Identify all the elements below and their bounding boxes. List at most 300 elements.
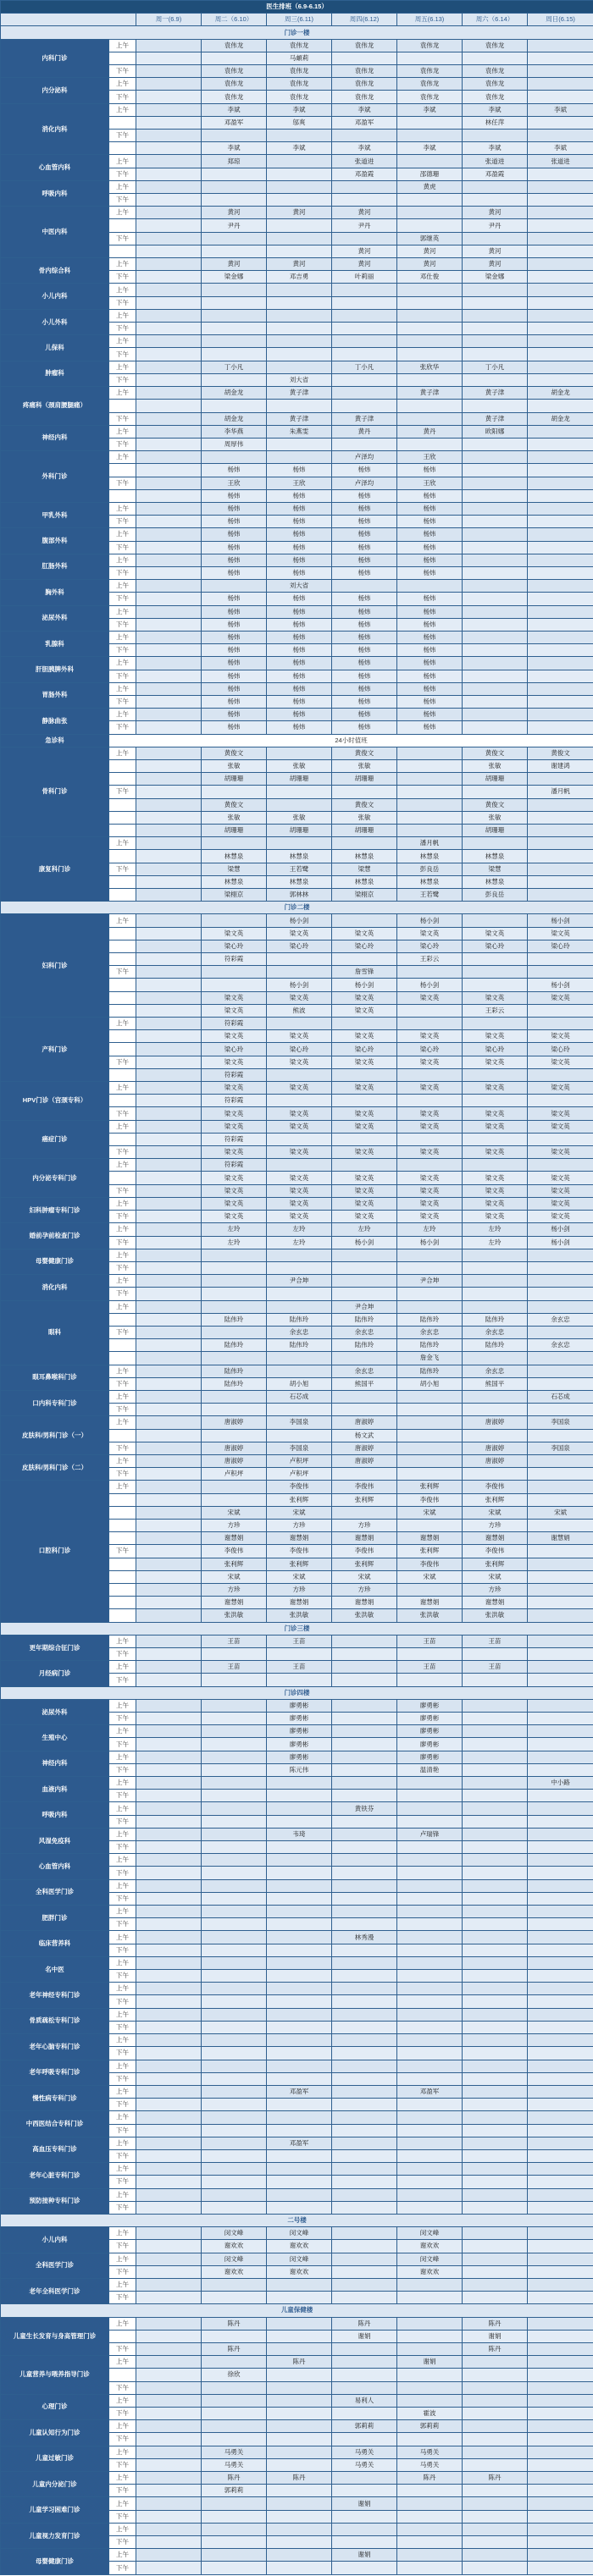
time-slot: 上午 bbox=[109, 1635, 136, 1647]
doctor-cell bbox=[528, 1841, 593, 1854]
time-slot: 上午 bbox=[109, 2008, 136, 2021]
doctor-cell bbox=[463, 1751, 528, 1763]
doctor-cell bbox=[528, 1159, 593, 1172]
doctor-cell bbox=[136, 2446, 202, 2458]
time-slot bbox=[109, 798, 136, 811]
dept-name: 外科门诊 bbox=[1, 451, 109, 503]
doctor-cell: 黄河 bbox=[267, 258, 332, 271]
doctor-cell: 黄俊文 bbox=[332, 747, 397, 759]
doctor-cell: 袁伟龙 bbox=[332, 91, 397, 103]
dept-name: 疼痛科（颈肩腰腿痛） bbox=[1, 387, 109, 426]
doctor-cell bbox=[463, 502, 528, 515]
doctor-cell bbox=[136, 309, 202, 322]
doctor-cell: 谢娟 bbox=[332, 2330, 397, 2342]
doctor-cell bbox=[267, 2163, 332, 2176]
doctor-cell: 邓盈军 bbox=[267, 2085, 332, 2098]
doctor-cell: 朱燕雯 bbox=[267, 425, 332, 438]
doctor-cell bbox=[136, 1879, 202, 1892]
section-header: 门诊三楼 bbox=[1, 1622, 593, 1635]
doctor-cell bbox=[202, 1481, 267, 1493]
doctor-cell bbox=[136, 180, 202, 193]
doctor-cell bbox=[397, 2111, 463, 2124]
time-slot: 下午 bbox=[109, 1763, 136, 1776]
doctor-cell: 石芯成 bbox=[267, 1390, 332, 1403]
time-slot bbox=[109, 927, 136, 940]
doctor-cell: 梁心玲 bbox=[397, 940, 463, 952]
doctor-cell bbox=[528, 2420, 593, 2433]
doctor-cell: 梁文英 bbox=[528, 1030, 593, 1043]
doctor-cell: 袁伟龙 bbox=[202, 65, 267, 78]
day-header: 周日(6.15) bbox=[528, 14, 593, 26]
doctor-cell bbox=[136, 1018, 202, 1030]
dept-name: 婚前孕前检查门诊 bbox=[1, 1223, 109, 1249]
doctor-cell bbox=[136, 966, 202, 979]
doctor-cell bbox=[528, 1944, 593, 1956]
doctor-cell bbox=[267, 438, 332, 450]
time-slot: 下午 bbox=[109, 593, 136, 605]
doctor-cell bbox=[463, 953, 528, 966]
doctor-cell bbox=[136, 296, 202, 309]
doctor-cell bbox=[202, 1763, 267, 1776]
time-slot bbox=[109, 1570, 136, 1583]
doctor-cell: 尹丹 bbox=[463, 219, 528, 232]
doctor-cell: 梁文英 bbox=[397, 1056, 463, 1068]
doctor-cell: 陈丹 bbox=[463, 2317, 528, 2330]
time-slot bbox=[109, 2330, 136, 2342]
doctor-cell bbox=[332, 1995, 397, 2008]
doctor-cell bbox=[202, 348, 267, 361]
dept-name: 儿保科 bbox=[1, 335, 109, 361]
doctor-cell bbox=[528, 1133, 593, 1145]
doctor-cell: 梁文英 bbox=[267, 1211, 332, 1223]
schedule-row bbox=[1, 1751, 593, 1763]
doctor-cell bbox=[136, 721, 202, 734]
doctor-cell bbox=[136, 1249, 202, 1261]
doctor-cell: 黄俊文 bbox=[332, 798, 397, 811]
doctor-cell: 梁慧 bbox=[202, 863, 267, 875]
doctor-cell: 李俊伟 bbox=[202, 1545, 267, 1558]
doctor-cell bbox=[136, 207, 202, 219]
doctor-cell: 梁文英 bbox=[332, 1197, 397, 1210]
doctor-cell bbox=[397, 1249, 463, 1261]
doctor-cell: 胡珊珊 bbox=[332, 773, 397, 786]
doctor-cell: 王彩云 bbox=[397, 953, 463, 966]
doctor-cell: 黄河 bbox=[463, 207, 528, 219]
doctor-cell: 欧阳娜 bbox=[463, 425, 528, 438]
dept-name: 全科医学门诊 bbox=[1, 2253, 109, 2278]
doctor-cell bbox=[136, 991, 202, 1004]
doctor-cell bbox=[463, 1674, 528, 1686]
doctor-cell: 梁文英 bbox=[397, 1197, 463, 1210]
doctor-cell bbox=[528, 1493, 593, 1506]
doctor-cell bbox=[397, 438, 463, 450]
doctor-cell bbox=[332, 1661, 397, 1674]
doctor-cell: 梁文英 bbox=[267, 1056, 332, 1068]
doctor-cell: 谢慧娟 bbox=[397, 1597, 463, 1609]
doctor-cell bbox=[463, 2523, 528, 2535]
doctor-cell: 梁文英 bbox=[202, 1004, 267, 1017]
doctor-cell bbox=[528, 2111, 593, 2124]
doctor-cell bbox=[332, 2099, 397, 2111]
doctor-cell bbox=[397, 2485, 463, 2497]
doctor-cell bbox=[136, 2227, 202, 2240]
doctor-cell bbox=[332, 2292, 397, 2304]
time-slot: 上午 bbox=[109, 1906, 136, 1918]
doctor-cell bbox=[332, 1815, 397, 1828]
doctor-cell bbox=[528, 2124, 593, 2137]
time-slot: 上午 bbox=[109, 1249, 136, 1261]
time-slot: 上午 bbox=[109, 2497, 136, 2510]
time-slot: 上午 bbox=[109, 207, 136, 219]
time-slot bbox=[109, 116, 136, 129]
doctor-cell bbox=[202, 2549, 267, 2562]
doctor-cell: 卢积坪 bbox=[267, 1454, 332, 1467]
doctor-cell bbox=[136, 2485, 202, 2497]
doctor-cell: 杨炜 bbox=[202, 566, 267, 579]
doctor-cell: 黄河 bbox=[202, 258, 267, 271]
schedule-row bbox=[1, 709, 593, 721]
doctor-cell bbox=[267, 1983, 332, 1995]
time-slot: 下午 bbox=[109, 2485, 136, 2497]
time-slot: 下午 bbox=[109, 2510, 136, 2523]
schedule-row bbox=[1, 657, 593, 670]
time-slot: 下午 bbox=[109, 323, 136, 335]
time-slot: 上午 bbox=[109, 2278, 136, 2291]
schedule-row bbox=[1, 837, 593, 850]
dept-name: 母婴健康门诊 bbox=[1, 2549, 109, 2574]
doctor-cell bbox=[332, 953, 397, 966]
schedule-row bbox=[1, 1082, 593, 1095]
doctor-cell bbox=[332, 1983, 397, 1995]
doctor-cell: 杨炜 bbox=[397, 502, 463, 515]
doctor-cell: 林慧泉 bbox=[463, 875, 528, 888]
doctor-cell: 邓盈军 bbox=[332, 116, 397, 129]
time-slot bbox=[109, 953, 136, 966]
dept-note: 24小时值班 bbox=[109, 734, 593, 747]
doctor-cell bbox=[136, 2458, 202, 2471]
doctor-cell: 张道进 bbox=[463, 155, 528, 168]
doctor-cell: 梁文英 bbox=[267, 1184, 332, 1197]
doctor-cell: 袁伟龙 bbox=[267, 65, 332, 78]
doctor-cell bbox=[267, 2060, 332, 2072]
doctor-cell bbox=[332, 1095, 397, 1107]
doctor-cell: 廖勇彬 bbox=[397, 1751, 463, 1763]
doctor-cell: 梁栩京 bbox=[332, 889, 397, 902]
doctor-cell bbox=[332, 323, 397, 335]
doctor-cell bbox=[136, 798, 202, 811]
schedule-row bbox=[1, 1661, 593, 1674]
doctor-cell: 王苗 bbox=[463, 1635, 528, 1647]
doctor-cell: 谢慧娟 bbox=[463, 1597, 528, 1609]
time-slot bbox=[109, 1583, 136, 1596]
doctor-cell: 黄河 bbox=[397, 258, 463, 271]
doctor-cell bbox=[202, 2111, 267, 2124]
doctor-cell: 王苗 bbox=[202, 1635, 267, 1647]
dept-name: 儿童学习困难门诊 bbox=[1, 2497, 109, 2523]
doctor-cell bbox=[463, 966, 528, 979]
doctor-cell bbox=[463, 1841, 528, 1854]
doctor-cell: 黄河 bbox=[267, 207, 332, 219]
doctor-cell bbox=[332, 373, 397, 386]
doctor-cell bbox=[332, 1854, 397, 1867]
doctor-cell: 黄俊文 bbox=[528, 747, 593, 759]
time-slot: 下午 bbox=[109, 2536, 136, 2549]
doctor-cell bbox=[267, 245, 332, 257]
doctor-cell: 左玲 bbox=[202, 1223, 267, 1236]
doctor-cell bbox=[528, 695, 593, 708]
doctor-cell bbox=[332, 1763, 397, 1776]
doctor-cell bbox=[202, 1983, 267, 1995]
doctor-cell bbox=[463, 1738, 528, 1751]
doctor-cell bbox=[463, 1879, 528, 1892]
doctor-cell bbox=[528, 1481, 593, 1493]
doctor-cell: 梁文英 bbox=[463, 1184, 528, 1197]
doctor-cell bbox=[528, 323, 593, 335]
doctor-cell: 唐淑婷 bbox=[332, 1454, 397, 1467]
doctor-cell bbox=[332, 580, 397, 593]
doctor-cell bbox=[528, 2407, 593, 2419]
doctor-cell: 陈丹 bbox=[202, 2472, 267, 2485]
doctor-cell bbox=[463, 1790, 528, 1802]
doctor-cell bbox=[136, 940, 202, 952]
doctor-cell bbox=[136, 2034, 202, 2047]
doctor-cell bbox=[136, 811, 202, 824]
doctor-cell: 杨炜 bbox=[332, 541, 397, 554]
doctor-cell: 梁文英 bbox=[267, 1172, 332, 1184]
time-slot: 下午 bbox=[109, 541, 136, 554]
doctor-cell bbox=[528, 2021, 593, 2033]
doctor-cell bbox=[267, 2562, 332, 2574]
schedule-row bbox=[1, 78, 593, 91]
doctor-cell: 王苗 bbox=[267, 1635, 332, 1647]
doctor-cell: 马勇关 bbox=[332, 2446, 397, 2458]
dept-name: 骨内综合科 bbox=[1, 258, 109, 284]
doctor-cell: 梁文英 bbox=[397, 1146, 463, 1159]
dept-name: 心理门诊 bbox=[1, 2394, 109, 2419]
doctor-cell: 胡小旭 bbox=[267, 1377, 332, 1390]
doctor-cell bbox=[332, 2072, 397, 2085]
time-slot: 上午 bbox=[109, 2549, 136, 2562]
doctor-cell: 杨炜 bbox=[267, 709, 332, 721]
doctor-cell: 张道进 bbox=[332, 155, 397, 168]
doctor-cell bbox=[267, 1931, 332, 1944]
time-slot: 下午 bbox=[109, 1261, 136, 1274]
doctor-cell bbox=[202, 2124, 267, 2137]
doctor-cell bbox=[267, 2099, 332, 2111]
doctor-cell: 黄丹 bbox=[397, 425, 463, 438]
dept-name: 老年呼吸专科门诊 bbox=[1, 2060, 109, 2085]
time-slot: 下午 bbox=[109, 271, 136, 284]
doctor-cell: 李俊伟 bbox=[332, 1545, 397, 1558]
doctor-cell bbox=[528, 1583, 593, 1596]
time-slot: 下午 bbox=[109, 194, 136, 207]
doctor-cell bbox=[397, 1906, 463, 1918]
doctor-cell: 张利辉 bbox=[332, 1558, 397, 1570]
doctor-cell bbox=[397, 786, 463, 798]
doctor-cell: 谢慧娟 bbox=[332, 1597, 397, 1609]
doctor-cell bbox=[332, 1159, 397, 1172]
doctor-cell bbox=[332, 1648, 397, 1661]
doctor-cell bbox=[267, 309, 332, 322]
doctor-cell bbox=[528, 2072, 593, 2085]
doctor-cell: 杨炜 bbox=[332, 721, 397, 734]
schedule-row bbox=[1, 39, 593, 52]
doctor-cell: 杨炜 bbox=[202, 464, 267, 477]
doctor-cell: 石芯成 bbox=[528, 1390, 593, 1403]
day-header: 周四(6.12) bbox=[332, 14, 397, 26]
doctor-cell bbox=[332, 1261, 397, 1274]
doctor-cell bbox=[463, 1300, 528, 1313]
doctor-cell: 陆伟玲 bbox=[397, 1313, 463, 1326]
doctor-cell: 张敏 bbox=[267, 759, 332, 772]
doctor-cell bbox=[397, 966, 463, 979]
time-slot: 下午 bbox=[109, 1815, 136, 1828]
doctor-cell bbox=[136, 373, 202, 386]
time-slot: 下午 bbox=[109, 2124, 136, 2137]
doctor-cell: 杨炜 bbox=[202, 593, 267, 605]
doctor-cell bbox=[528, 1983, 593, 1995]
doctor-cell bbox=[136, 1404, 202, 1416]
doctor-cell bbox=[136, 1493, 202, 1506]
doctor-cell bbox=[332, 2472, 397, 2485]
doctor-cell bbox=[397, 2008, 463, 2021]
doctor-cell: 杨炜 bbox=[202, 489, 267, 502]
schedule-row bbox=[1, 180, 593, 193]
time-slot: 上午 bbox=[109, 1751, 136, 1763]
doctor-cell bbox=[463, 2381, 528, 2394]
schedule-row bbox=[1, 309, 593, 322]
doctor-cell: 梁文英 bbox=[267, 1146, 332, 1159]
schedule-row bbox=[1, 387, 593, 400]
doctor-cell: 谢慧娟 bbox=[397, 1532, 463, 1545]
doctor-cell bbox=[202, 1906, 267, 1918]
doctor-cell bbox=[136, 1352, 202, 1365]
schedule-row bbox=[1, 1454, 593, 1467]
doctor-cell: 黄子津 bbox=[332, 412, 397, 425]
time-slot: 上午 bbox=[109, 2085, 136, 2098]
doctor-cell: 杨炜 bbox=[202, 516, 267, 528]
doctor-cell bbox=[528, 2330, 593, 2342]
doctor-cell: 符彩霞 bbox=[202, 953, 267, 966]
doctor-cell bbox=[267, 2176, 332, 2188]
doctor-cell bbox=[267, 1249, 332, 1261]
doctor-cell bbox=[202, 180, 267, 193]
doctor-cell bbox=[136, 2420, 202, 2433]
doctor-cell: 胡珊珊 bbox=[267, 773, 332, 786]
doctor-cell: 梁心玲 bbox=[202, 940, 267, 952]
doctor-cell: 杨炜 bbox=[202, 721, 267, 734]
doctor-cell: 宋斌 bbox=[267, 1570, 332, 1583]
doctor-cell: 杨炜 bbox=[202, 644, 267, 657]
doctor-cell bbox=[267, 1133, 332, 1145]
doctor-cell bbox=[267, 1867, 332, 1879]
doctor-cell bbox=[332, 1390, 397, 1403]
time-slot: 下午 bbox=[109, 2072, 136, 2085]
doctor-cell bbox=[463, 2458, 528, 2471]
doctor-cell bbox=[463, 2099, 528, 2111]
doctor-cell bbox=[463, 618, 528, 631]
time-slot: 下午 bbox=[109, 1918, 136, 1931]
schedule-row bbox=[1, 258, 593, 271]
time-slot: 下午 bbox=[109, 1867, 136, 1879]
doctor-cell bbox=[267, 2446, 332, 2458]
doctor-cell: 谢欢欢 bbox=[267, 2240, 332, 2253]
doctor-cell bbox=[202, 232, 267, 245]
doctor-cell: 郭莉莉 bbox=[332, 2420, 397, 2433]
doctor-cell: 闵文峰 bbox=[267, 2227, 332, 2240]
doctor-cell bbox=[397, 2188, 463, 2201]
doctor-cell bbox=[267, 232, 332, 245]
time-slot: 下午 bbox=[109, 1648, 136, 1661]
doctor-cell: 梁文英 bbox=[397, 1184, 463, 1197]
doctor-cell: 杨炜 bbox=[202, 682, 267, 695]
doctor-cell: 杨炜 bbox=[332, 464, 397, 477]
doctor-cell bbox=[528, 1429, 593, 1442]
doctor-cell bbox=[136, 1519, 202, 1531]
doctor-cell bbox=[267, 2536, 332, 2549]
doctor-cell bbox=[463, 2253, 528, 2265]
doctor-cell: 陆伟玲 bbox=[463, 1313, 528, 1326]
doctor-cell bbox=[267, 1906, 332, 1918]
time-slot: 上午 bbox=[109, 1300, 136, 1313]
time-slot bbox=[109, 1519, 136, 1531]
time-slot: 下午 bbox=[109, 373, 136, 386]
doctor-cell: 杨炜 bbox=[202, 502, 267, 515]
doctor-cell bbox=[267, 1790, 332, 1802]
doctor-cell bbox=[136, 773, 202, 786]
doctor-cell bbox=[267, 798, 332, 811]
doctor-cell bbox=[267, 2420, 332, 2433]
doctor-cell bbox=[332, 1018, 397, 1030]
doctor-cell bbox=[136, 1983, 202, 1995]
doctor-cell bbox=[528, 2485, 593, 2497]
time-slot: 上午 bbox=[109, 2111, 136, 2124]
doctor-cell bbox=[463, 2047, 528, 2060]
doctor-cell bbox=[202, 2330, 267, 2342]
doctor-cell: 闵文峰 bbox=[397, 2253, 463, 2265]
time-slot: 上午 bbox=[109, 2227, 136, 2240]
schedule-row bbox=[1, 2394, 593, 2407]
doctor-cell bbox=[463, 709, 528, 721]
time-slot: 上午 bbox=[109, 2523, 136, 2535]
doctor-cell bbox=[136, 2163, 202, 2176]
time-slot: 上午 bbox=[109, 2472, 136, 2485]
doctor-cell: 梁文英 bbox=[397, 1172, 463, 1184]
doctor-cell: 胡珊珊 bbox=[202, 825, 267, 837]
dept-name: 老年全科医学门诊 bbox=[1, 2278, 109, 2303]
doctor-cell bbox=[136, 1790, 202, 1802]
doctor-cell bbox=[332, 309, 397, 322]
doctor-cell bbox=[332, 2176, 397, 2188]
doctor-cell bbox=[202, 580, 267, 593]
doctor-cell: 王苗 bbox=[463, 1661, 528, 1674]
doctor-cell bbox=[267, 2497, 332, 2510]
doctor-cell bbox=[136, 464, 202, 477]
doctor-cell: 刘大省 bbox=[267, 373, 332, 386]
dept-name: 风湿免疫科 bbox=[1, 1828, 109, 1853]
doctor-cell bbox=[202, 1300, 267, 1313]
doctor-cell bbox=[202, 2497, 267, 2510]
doctor-cell bbox=[528, 1751, 593, 1763]
doctor-cell: 张洪敏 bbox=[267, 1609, 332, 1622]
time-slot: 上午 bbox=[109, 1223, 136, 1236]
doctor-cell bbox=[528, 1802, 593, 1815]
doctor-cell: 余玄忠 bbox=[332, 1365, 397, 1377]
doctor-cell bbox=[528, 605, 593, 618]
doctor-cell: 梁文英 bbox=[332, 927, 397, 940]
doctor-cell: 黄子津 bbox=[463, 412, 528, 425]
doctor-cell: 梁金娜 bbox=[463, 271, 528, 284]
